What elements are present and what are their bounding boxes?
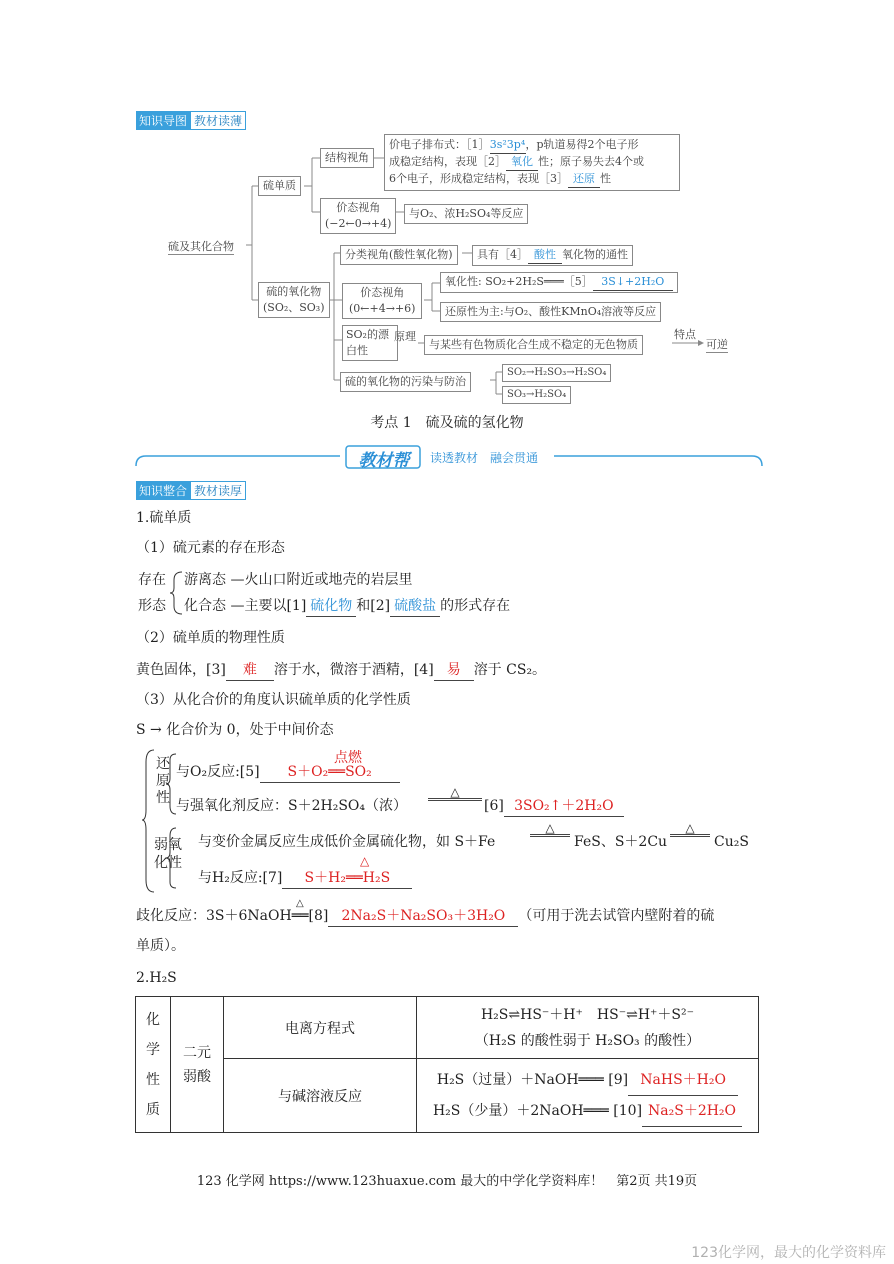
- node-bleach: SO₂的漂白性: [342, 325, 398, 361]
- section-title: 考点 1 硫及硫的氢化物: [370, 415, 524, 431]
- disp-cont: 单质）。: [136, 938, 185, 954]
- node-oxidizing: 氧化性: SO₂+2H₂S═══［5］ 3S↓+2H₂O: [440, 272, 678, 293]
- node-sulfur: 硫单质: [258, 176, 301, 196]
- node-valence-react: 与O₂、浓H₂SO₄等反应: [404, 204, 528, 224]
- s1-sub2: （2）硫单质的物理性质: [136, 630, 285, 646]
- col-diprotic: 二元弱酸: [171, 997, 224, 1133]
- exist-brace: [170, 570, 184, 616]
- reaction-o2: 与O₂反应:[5] S＋O₂══SO₂: [176, 762, 400, 783]
- label-feature: 特点: [674, 328, 696, 341]
- reaction-metal-a: 与变价金属反应生成低价金属硫化物，如 S＋Fe: [198, 834, 496, 850]
- mindmap-root: 硫及其化合物: [168, 240, 234, 253]
- disproportionation: 歧化反应：3S＋6NaOH══[8] 2Na₂S＋Na₂SO₃＋3H₂O （可用于洗去试管内壁附着的硫: [136, 906, 714, 927]
- exist-label-2: 形态: [138, 598, 166, 614]
- reaction-metal-b: FeS、S＋2Cu: [574, 834, 668, 850]
- reaction-strong-oxidant: 与强氧化剂反应：S＋2H₂SO₄（浓）: [176, 798, 407, 814]
- combined-state: 化合态 —主要以[1] 硫化物 和[2] 硫酸盐 的形式存在: [184, 596, 510, 617]
- mindmap-tag: 知识导图 教材读薄: [136, 110, 246, 130]
- cond-ignite: 点燃: [334, 750, 362, 766]
- node-p2: SO₃→H₂SO₄: [502, 386, 571, 404]
- node-val2: 价态视角 (0←+4→+6): [342, 283, 422, 319]
- s2-title: 2.H₂S: [136, 970, 177, 986]
- reaction-metal-c: Cu₂S: [714, 834, 749, 850]
- banner-title: 教材帮: [358, 451, 410, 471]
- node-struct-desc: 价电子排布式：［1］3s²3p⁴，p轨道易得2个电子形 成稳定结构，表现［2］ 氧化 性；原子易失去4个或 6个电子，形成稳定结构，表现［3］ 还原 性: [384, 134, 680, 191]
- node-class-view: 分类视角(酸性氧化物): [340, 245, 458, 265]
- label-principle: 原理: [394, 330, 416, 343]
- cond-heat-fe: △: [530, 822, 570, 837]
- row2-label: 与碱溶液反应: [224, 1059, 417, 1133]
- watermark: 123化学网，最大的化学资料库: [691, 1245, 886, 1261]
- s1-title: 1.硫单质: [136, 510, 192, 526]
- reducing-label: 还原性: [156, 756, 170, 806]
- page-footer: 123 化学网 https://www.123huaxue.com 最大的中学化学资料库！ 第2页 共19页: [196, 1174, 698, 1189]
- node-valence-view: 价态视角 (−2←0→+4): [320, 198, 396, 234]
- node-bleach-desc: 与某些有色物质化合生成不稳定的无色物质: [424, 335, 643, 355]
- s-valence: S → 化合价为 0，处于中间价态: [136, 722, 334, 738]
- cond-heat-8: △: [296, 898, 304, 909]
- physical-properties: 黄色固体，[3] 难 溶于水，微溶于酒精，[4] 易 溶于 CS₂。: [136, 660, 546, 681]
- row1-equation: H₂S⇌HS⁻＋H⁺ HS⁻⇌H⁺＋S²⁻ （H₂S 的酸性弱于 H₂SO₃ 的酸性）: [417, 997, 759, 1059]
- banner-subtitle: 读透教材 融会贯通: [430, 451, 539, 465]
- cond-heat-6: △: [428, 786, 482, 801]
- h2s-table: [135, 996, 759, 1133]
- oxidizing-label: 弱氧化性: [154, 837, 182, 871]
- col-chem-prop: 化学性质: [136, 997, 171, 1133]
- label-reversible: 可逆: [706, 338, 728, 351]
- cond-heat-cu: △: [670, 822, 710, 837]
- node-class-desc: 具有［4］ 酸性 氧化物的通性: [472, 245, 633, 266]
- node-struct-view: 结构视角: [320, 148, 374, 168]
- integration-tag: 知识整合 教材读厚: [136, 480, 246, 500]
- node-oxides: 硫的氧化物 (SO₂、SO₃): [258, 282, 330, 318]
- s1-sub3: （3）从化合价的角度认识硫单质的化学性质: [136, 692, 411, 708]
- row2-equations: H₂S（过量）＋NaOH═══ [9] NaHS＋H₂O H₂S（少量）＋2NaOH═══ [10] Na₂S＋2H₂O: [417, 1059, 759, 1133]
- node-p1: SO₂→H₂SO₃→H₂SO₄: [502, 364, 611, 382]
- reaction-6-answer: [6] 3SO₂↑＋2H₂O: [484, 796, 624, 817]
- free-state: 游离态 —火山口附近或地壳的岩层里: [184, 572, 413, 588]
- s1-sub1: （1）硫元素的存在形态: [136, 540, 285, 556]
- node-pollution: 硫的氧化物的污染与防治: [340, 372, 471, 392]
- node-reducing: 还原性为主:与O₂、酸性KMnO₄溶液等反应: [440, 302, 661, 322]
- reaction-h2: 与H₂反应:[7] S＋H₂══H₂S: [198, 868, 412, 889]
- exist-label-1: 存在: [138, 572, 166, 588]
- row1-label: 电离方程式: [224, 997, 417, 1059]
- cond-heat-7: △: [360, 854, 370, 868]
